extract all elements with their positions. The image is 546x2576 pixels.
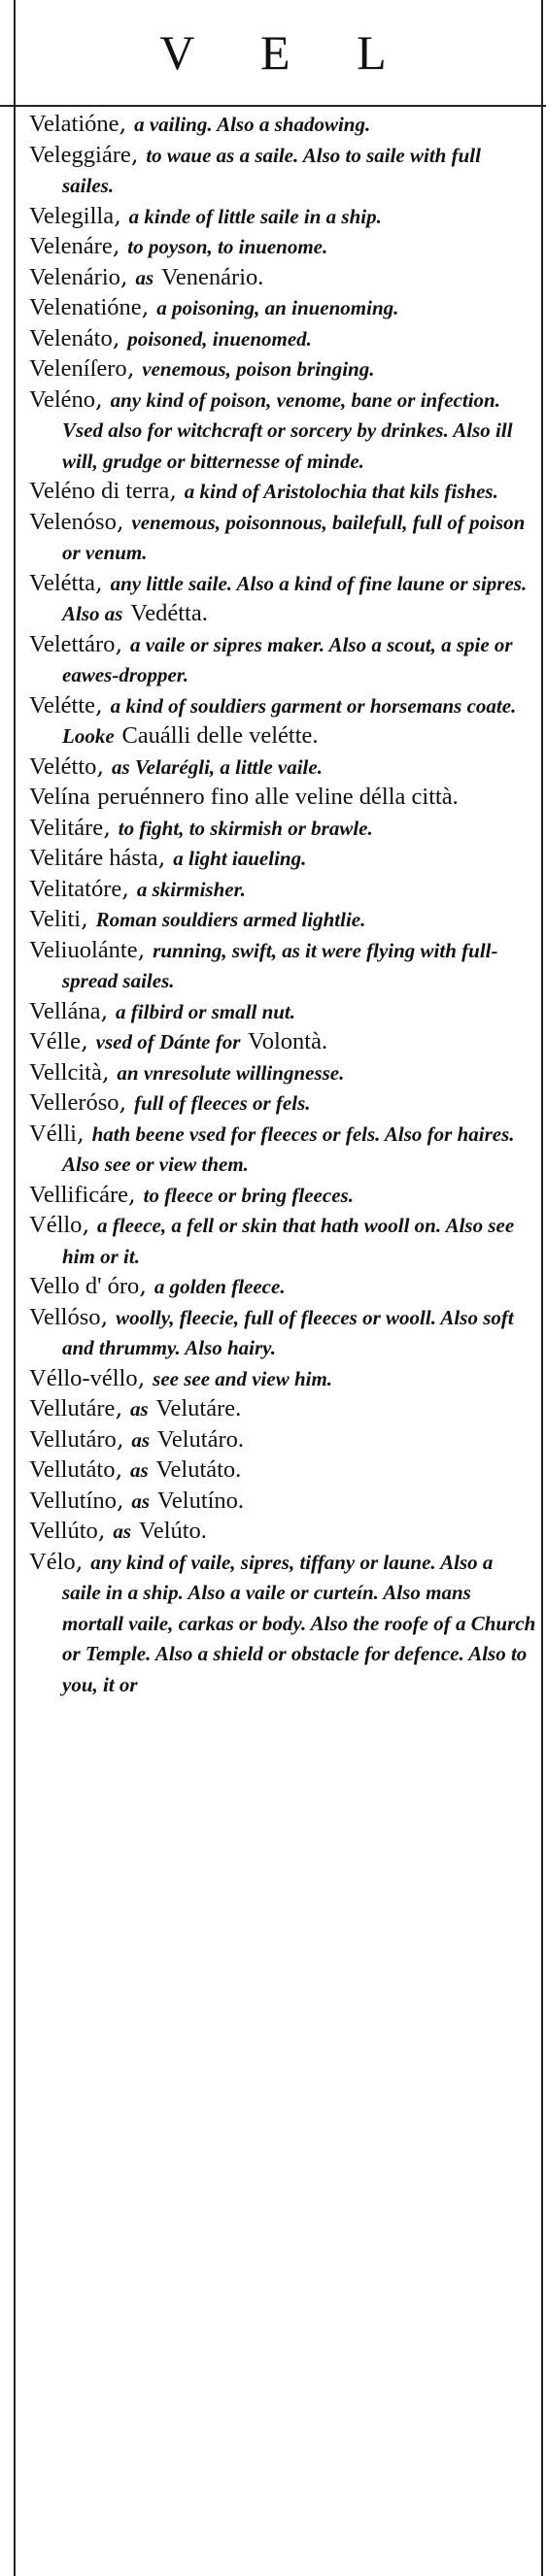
entry-headword: Véllo bbox=[29, 1212, 83, 1238]
dictionary-entry: Velitatóre, a skirmisher. bbox=[29, 873, 246, 902]
entry-headword: Vellutáre bbox=[29, 1395, 116, 1422]
entry-definition: running, swift, as it were flying with full-spread sailes. bbox=[62, 938, 498, 992]
dictionary-entry: Vellutáro, as Velutáro. bbox=[29, 1423, 244, 1453]
entry-headword: Vellána bbox=[29, 997, 101, 1024]
entry-definition: a filbird or small nut. bbox=[116, 999, 296, 1023]
entry-definition: an vnresolute willingnesse. bbox=[117, 1060, 345, 1085]
entry-definition: hath beene vsed for fleeces or fels. Also for haires. Also see or view them. bbox=[62, 1121, 515, 1176]
entry-headword: Velétte bbox=[29, 691, 96, 719]
entry-definition: to waue as a saile. Also to saile with full sailes. bbox=[62, 143, 481, 197]
entry-definition: a kinde of little saile in a ship. bbox=[128, 204, 382, 228]
dictionary-entry: Vellutáre, as Velutáre. bbox=[29, 1393, 242, 1422]
entry-definition: as bbox=[113, 1520, 132, 1543]
dictionary-entry: Velitáre, to fight, to skirmish or brawle. bbox=[29, 812, 373, 841]
entry-headword: Veleggiáre bbox=[29, 141, 131, 168]
dictionary-entry: Velenatióne, a poisoning, an inuenoming. bbox=[29, 292, 399, 320]
dictionary-entry: Velegilla, a kinde of little saile in a ship. bbox=[29, 200, 382, 229]
entry-definition: any kind of vaile, sipres, tiffany or laune. Also a saile in a ship. Also a vaile or curteín. Also mans mortall vaile, carkas or body. Also the roofe of a Church or Temple. Also a shield or obstacle for defence. Also to you, it or bbox=[62, 1550, 536, 1696]
entry-headword: Vélle bbox=[29, 1028, 82, 1054]
entry-headword: Velenóso bbox=[29, 508, 117, 535]
entry-definition: a light iaueling. bbox=[173, 847, 307, 870]
entry-definition: a kind of Aristolochia that kils fishes. bbox=[184, 480, 498, 503]
dictionary-entry: Vélli, hath beene vsed for fleeces or fels. Also for haires. Also see or view them. bbox=[29, 1118, 515, 1176]
dictionary-entry: Vellutáto, as Velutáto. bbox=[29, 1455, 242, 1483]
entry-definition: vsed of Dánte for bbox=[95, 1030, 241, 1054]
entry-definition: a vailing. Also a shadowing. bbox=[134, 113, 371, 136]
entry-headword: Vellificáre bbox=[29, 1181, 129, 1208]
entry-headword: Velenáto bbox=[29, 324, 113, 351]
dictionary-entry: Veliuolánte, running, swift, as it were flying with full-spread sailes. bbox=[29, 934, 498, 992]
dictionary-entry bbox=[29, 782, 536, 813]
dictionary-entry: Vello d' óro, a golden fleece. bbox=[29, 1271, 286, 1299]
entry-definition: to fleece or bring fleeces. bbox=[143, 1183, 354, 1207]
dictionary-entry: Velétto, as Velarégli, a little vaile. bbox=[29, 751, 323, 780]
dictionary-entry: Veléno, any kind of poison, venome, bane or infection. Vsed also for witchcraft or sorcery by drinkes. Also ill will, grudge or bitternesse of minde. bbox=[29, 384, 513, 473]
entry-cross-reference: peruénnero fino alle veline délla città. bbox=[97, 784, 459, 810]
dictionary-entry: Velétta, any little saile. Also a kind of fine laune or sipres. Also as Vedétta. bbox=[29, 567, 528, 626]
entry-headword: Velétto bbox=[29, 753, 97, 780]
dictionary-entry: Velenário, as Venenário. bbox=[29, 261, 264, 290]
dictionary-entry: Veleggiáre, to waue as a saile. Also to saile with full sailes. bbox=[29, 139, 481, 197]
entry-definition: woolly, fleecie, full of fleeces or wooll. Also soft and thrummy. Also hairy. bbox=[62, 1305, 514, 1359]
entry-cross-reference: Velutáre. bbox=[155, 1395, 242, 1422]
entry-headword: Veléno di terra bbox=[29, 478, 170, 504]
entry-definition: to poyson, to inuenome. bbox=[127, 235, 328, 258]
left-border-rule bbox=[14, 0, 16, 2576]
page-header bbox=[0, 0, 546, 105]
entry-definition: Roman souldiers armed lightlie. bbox=[95, 908, 366, 931]
entry-definition: as Velarégli, a little vaile. bbox=[111, 754, 323, 779]
entry-headword: Velenário bbox=[29, 263, 120, 290]
entry-headword: Veliti bbox=[29, 906, 82, 932]
entry-headword: Véllo-véllo bbox=[29, 1364, 138, 1391]
dictionary-entry: Vellificáre, to fleece or bring fleeces. bbox=[29, 1179, 354, 1208]
entry-definition: any kind of poison, venome, bane or infection. Vsed also for witchcraft or sorcery by drinkes. Also ill will, grudge or bitternesse of minde. bbox=[62, 387, 513, 473]
entry-headword: Vellóso bbox=[29, 1303, 101, 1330]
entry-headword: Vellutáto bbox=[29, 1456, 116, 1483]
dictionary-entry: Vellcità, an vnresolute willingnesse. bbox=[29, 1056, 345, 1086]
dictionary-entry: Véllo-véllo, see see and view him. bbox=[29, 1362, 333, 1391]
entry-definition: a kind of souldiers garment or horsemans coate. Looke bbox=[62, 693, 517, 748]
entry-headword: Velitáre hásta bbox=[29, 845, 158, 871]
entry-cross-reference: Velutáro. bbox=[156, 1425, 244, 1453]
dictionary-entry: Velenáto, poisoned, inuenomed. bbox=[29, 322, 312, 351]
dictionary-entry: Vellutíno, as Velutíno. bbox=[29, 1485, 245, 1514]
entry-definition: as bbox=[135, 265, 154, 289]
dictionary-entry: Velenáre, to poyson, to inuenome. bbox=[29, 231, 328, 259]
dictionary-entry: Velétte, a kind of souldiers garment or horsemans coate. Looke Cauálli delle velétte. bbox=[29, 689, 517, 749]
entry-definition: see see and view him. bbox=[153, 1366, 333, 1390]
entry-definition: as bbox=[130, 1458, 149, 1482]
entries-list bbox=[29, 109, 536, 1699]
dictionary-entry: Vélle, vsed of Dánte for Volontà. bbox=[29, 1026, 328, 1054]
entry-definition: to fight, to skirmish or brawle. bbox=[118, 816, 373, 840]
entry-cross-reference: Volontà. bbox=[248, 1028, 328, 1054]
dictionary-entry: Velatióne, a vailing. Also a shadowing. bbox=[29, 109, 371, 137]
entry-headword: Velleróso bbox=[29, 1089, 119, 1116]
dictionary-entry: Velettáro, a vaile or sipres maker. Also a scout, a spie or eawes-dropper. bbox=[29, 628, 513, 686]
entry-cross-reference: Vedétta. bbox=[130, 600, 208, 626]
page-title: V E L bbox=[159, 25, 414, 80]
right-border-rule bbox=[541, 0, 543, 2576]
entry-headword: Velína bbox=[29, 784, 90, 810]
entry-definition: a skirmisher. bbox=[136, 877, 246, 901]
entry-cross-reference: Velúto. bbox=[138, 1518, 207, 1544]
entry-headword: Velitáre bbox=[29, 814, 104, 841]
entry-definition: venemous, poison bringing. bbox=[142, 357, 375, 381]
dictionary-entry: Veléno di terra, a kind of Aristolochia that kils fishes. bbox=[29, 476, 498, 504]
entry-headword: Vellutáro bbox=[29, 1425, 117, 1453]
entry-headword: Velenáre bbox=[29, 233, 113, 259]
dictionary-entry: Veleníſero, venemous, poison bringing. bbox=[29, 353, 375, 382]
entry-headword: Veliuolánte bbox=[29, 936, 138, 963]
dictionary-entry: Vélo, any kind of vaile, sipres, tiffany or laune. Also a saile in a ship. Also a vaile or curteín. Also mans mortall vaile, carkas or body. Also the roofe of a Church or Temple. Also a shield or obstacle for defence. Also to you, it or bbox=[29, 1546, 536, 1696]
dictionary-entry: Vellána, a filbird or small nut. bbox=[29, 995, 296, 1024]
entry-headword: Vellcità bbox=[29, 1058, 102, 1086]
entry-cross-reference: Venenário. bbox=[160, 263, 264, 290]
header-rule bbox=[0, 105, 546, 107]
entry-definition: full of fleeces or fels. bbox=[134, 1091, 311, 1115]
entry-definition: as bbox=[131, 1489, 151, 1513]
dictionary-entry: Veliti, Roman souldiers armed lightlie. bbox=[29, 904, 366, 932]
entry-definition: as bbox=[130, 1397, 149, 1421]
entry-headword: Velegilla bbox=[29, 202, 115, 229]
entry-definition: as bbox=[131, 1427, 151, 1452]
entry-headword: Velétta bbox=[29, 569, 96, 596]
entry-headword: Vellúto bbox=[29, 1518, 98, 1544]
entry-definition: a poisoning, an inuenoming. bbox=[156, 296, 399, 319]
entry-headword: Velenatióne bbox=[29, 294, 142, 320]
dictionary-entry: Velleróso, full of fleeces or fels. bbox=[29, 1087, 311, 1116]
entry-headword: Velatióne bbox=[29, 111, 119, 137]
entry-cross-reference: Velutáto. bbox=[155, 1456, 242, 1483]
entry-headword: Veleníſero bbox=[29, 355, 127, 382]
entry-definition: a vaile or sipres maker. Also a scout, a spie or eawes-dropper. bbox=[62, 632, 513, 686]
entry-cross-reference: Velutíno. bbox=[156, 1487, 245, 1514]
entry-headword: Vello d' óro bbox=[29, 1273, 140, 1299]
dictionary-entry: Vellúto, as Velúto. bbox=[29, 1516, 207, 1544]
entry-headword: Vellutíno bbox=[29, 1487, 117, 1514]
entry-headword: Velettáro bbox=[29, 630, 116, 657]
entry-definition: a golden fleece. bbox=[154, 1275, 286, 1298]
entry-headword: Veléno bbox=[29, 385, 96, 413]
entry-definition: poisoned, inuenomed. bbox=[127, 326, 312, 351]
dictionary-entry: Velitáre hásta, a light iaueling. bbox=[29, 843, 307, 871]
entry-cross-reference: Cauálli delle velétte. bbox=[121, 722, 319, 749]
entry-headword: Vélli bbox=[29, 1120, 77, 1147]
dictionary-entry: Véllo, a fleece, a fell or skin that hath wooll on. Also see him or it. bbox=[29, 1210, 515, 1268]
entry-headword: Vélo bbox=[29, 1548, 76, 1575]
dictionary-entry: Velenóso, venemous, poisonnous, bailefull, full of poison or venum. bbox=[29, 506, 526, 564]
entry-definition: venemous, poisonnous, bailefull, full of poison or venum. bbox=[62, 510, 526, 564]
entry-definition: a fleece, a fell or skin that hath wooll on. Also see him or it. bbox=[62, 1214, 515, 1268]
entry-definition: any little saile. Also a kind of fine laune or sipres. Also as bbox=[62, 571, 528, 625]
dictionary-entry: Vellóso, woolly, fleecie, full of fleeces or wooll. Also soft and thrummy. Also hairy. bbox=[29, 1301, 514, 1359]
entry-headword: Velitatóre bbox=[29, 875, 122, 902]
